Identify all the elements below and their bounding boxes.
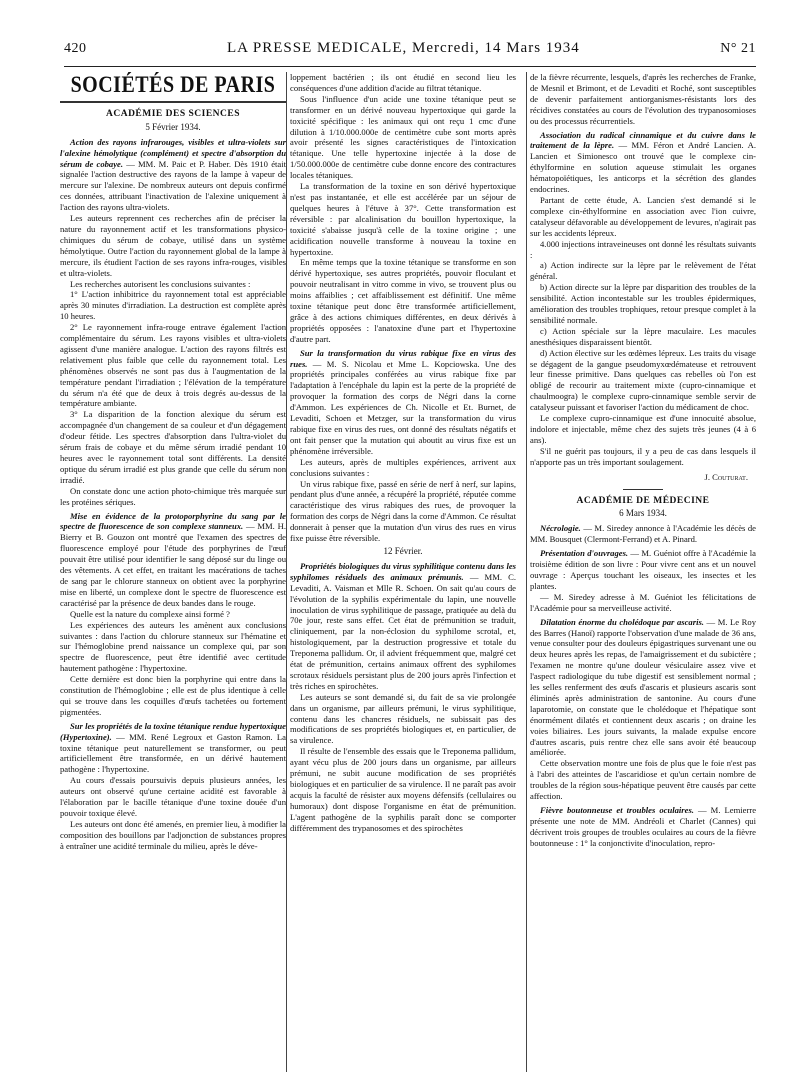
article-paragraph: Action des rayons infrarouges, visibles et ultra-violets sur l'alexine hémolytique (complément) et spectre d'absorption du sérum de cobaye. — MM. M. Paic et P. Haber. Dès 1910 était signalée l'action destructive des rayons de la lampe à vapeur de mercure sur l'alexine. De nombreux auteurs ont depuis confirmé ces données, attribuant l'inactivation de l'alexine uniquement à l'action des rayons ultra-violets. (60, 136, 286, 213)
article-paragraph: Les auteurs, après de multiples expériences, arrivent aux conclusions suivantes : (290, 456, 516, 478)
divider (60, 101, 286, 103)
article-paragraph: Les auteurs ont donc été amenés, en premier lieu, à modifier la composition des bouillons par l'adjonction de substances propres à entraîner une acidité terminale du milieu, après le déve- (60, 818, 286, 851)
article-title: Dilatation énorme du cholédoque par ascaris. (540, 616, 704, 627)
article-paragraph: Les recherches autorisent les conclusions suivantes : (70, 278, 251, 289)
article-title: Sur les propriétés de la toxine tétanique rendue hypertoxique (Hypertoxine). (60, 720, 286, 742)
article-paragraph: Les expériences des auteurs les amènent aux conclusions suivantes : dans l'action du chlorure stanneux sur l'hématine et sur l'hémoglobine prend naissance un complexe qui, par son spectre de fluorescence, peut être identifié avec certitude hautement pathogène : l'hypertoxine. (60, 619, 286, 674)
article-paragraph: Un virus rabique fixe, passé en série de nerf à nerf, sur lapins, pendant plus d'une année, a récupéré la propriété, réputée comme caractéristique des virus rabiques des rues, de provoquer la formation des corps de Négri dans la corne d'Ammon. Ce résultat donnerait à penser que la mutation d'un virus des rues en virus fixe puisse être réversible. (290, 478, 516, 544)
article-paragraph: 3° La disparition de la fonction alexique du sérum est accompagnée d'un changement de sa couleur et d'un dégagement d'odeur fétide. Les spectres d'absorption dans l'ultra-violet du sérum frais de cobaye et du même sérum irradié pendant 10 heures avec le rayonnement total sont différents. La densité optique du sérum irradié est plus grande que celle du sérum non irradié. (60, 409, 286, 485)
main-title: SOCIÉTÉS DE PARIS (70, 72, 276, 98)
article-paragraph: Sur la transformation du virus rabique fixe en virus des rues. — M. S. Nicolau et Mme L. Kopciowska. Une des propriétés principales conférées au virus rabique fixe par l'adaptation à l'encéphale du lapin est la perte de la propriété de provoquer la formation des corps de Négri dans la corne d'Ammon. Les expériences de Ch. Nicolle et Et. Burnet, de Levaditi, Schoen et Metzger, sur la transformation du virus rabique fixe en virus des rues, ont donné des résultats négatifs et ont fait penser que la mutation qui aboutit au virus fixe est un phénomène irréversible. (290, 347, 516, 456)
article-paragraph: On constate donc une action photo-chimique très marquée sur les protéines sériques. (60, 485, 286, 507)
section-heading: ACADÉMIE DE MÉDECINE (576, 495, 710, 506)
article-title: Mise en évidence de la protoporphyrine du sang par le spectre de fluorescence de son complexe stanneux. (60, 510, 286, 532)
article-title: Présentation d'ouvrages. (540, 548, 629, 559)
article-title: Nécrologie. (540, 523, 581, 534)
article-paragraph: 4.000 injections intraveineuses ont donné les résultats suivants : (530, 238, 756, 260)
article-paragraph: Nécrologie. — M. Siredey annonce à l'Académie les décès de MM. Bousquet (Clermont-Ferrand) et A. Pinard. (530, 523, 756, 545)
article-paragraph: Partant de cette étude, A. Lancien s'est demandé si le complexe cin-éthylformine en association avec l'ion cuivre, catalyseur défavorable au développement de levures, n'agirait pas sur les accidents lépreux. (530, 194, 756, 238)
column-3 (530, 72, 756, 849)
article-paragraph: Cette observation montre une fois de plus que le foie n'est pas à l'abri des atteintes de l'ascaridiose et qu'un certain nombre de troubles de la région sous-hépatique peuvent être causés par cette affection. (530, 758, 756, 802)
article-paragraph: Présentation d'ouvrages. — M. Guéniot offre à l'Académie la troisième édition de son livre : Pour vivre cent ans et un nouvel ouvrage : Aperçus touchant les oiseaux, les insectes et les plantes. (530, 548, 756, 591)
article-paragraph: Fièvre boutonneuse et troubles oculaires. — M. Lemierre présente une note de MM. Andréoli et Charlet (Cannes) qui décrivent trois groupes de troubles oculaires au cours de la fièvre boutonneuse : 1° la conjonctivite d'inoculation, repro- (530, 805, 757, 848)
article-paragraph: Il résulte de l'ensemble des essais que le Treponema pallidum, ayant vécu plus de 200 jours dans un organisme, par ailleurs prémuni, ne subit aucune modification de ses propriétés biologiques et en particulier de sa virulence. Il ne paraît pas avoir acquis la faculté de résister aux moyens défensifs (cellulaires ou humoraux) dont dispose l'organisme en état de prémunition. L'agent pathogène de la syphilis paraît donc se comporter différemment des trypanosomes et des spirochètes (290, 746, 516, 833)
column-1 (60, 72, 286, 852)
article-paragraph: S'il ne guérit pas toujours, il y a peu de cas dans lesquels il n'apporte pas un très important soulagement. (530, 445, 756, 467)
issue-number: N° 21 (720, 41, 756, 56)
article-paragraph: Sur les propriétés de la toxine tétanique rendue hypertoxique (Hypertoxine). — MM. René Legroux et Gaston Ramon. La toxine tétanique peut naturellement se transformer, ou peut artificiellement être transformée, en un dérivé hautement pathogène : l'hypertoxine. (60, 720, 286, 775)
article-title: Propriétés biologiques du virus syphilitique contenu dans les syphilomes résiduels des animaux prémunis. (290, 560, 516, 582)
article-paragraph: b) Action directe sur la lèpre par disparition des troubles de la sensibilité. Action incontestable sur les troubles épidermiques, amélioration des troubles trophiques, retour presque complet à la sensibilité normale. (530, 282, 756, 325)
article-paragraph: Propriétés biologiques du virus syphilitique contenu dans les syphilomes résiduels des animaux prémunis. — MM. C. Levaditi, A. Vaisman et Mlle R. Schoen. On sait qu'au cours de l'évolution de la syphilis expérimentale du lapin, une nouvelle inoculation de virus syphilitique de passage, pratiquée au delà du 70e jour, reste sans effet. Cet état de prémunition se traduit, cliniquement, par la non-éclosion du syphilome scrotal, et, histologiquement, par la destruction progressive et totale du Treponema pallidum. Or, il advient fréquemment que, malgré cet état de prémunition, certains animaux offrent des syphilomes scrotaux résiduels persistant plus de 200 jours après l'infection et très riches en spirochètes. (290, 560, 516, 691)
article-paragraph: Dilatation énorme du cholédoque par ascaris. — M. Le Roy des Barres (Hanoï) rapporte l'observation d'une malade de 36 ans, venue consulter pour des douleurs épigastriques survenant une ou deux heures après les repas, de l'amaigrissement et du subictère ; l'examen ne montre qu'une douleur vésiculaire assez vive et l'aspect radiologique du tube digestif est sensiblement normal ; les selles renferment des œufs d'ascaris et plusieurs ascaris sont éliminés après administration de santonine. Au cours d'une laparotomie, on constate que le cholédoque et l'hépatique sont énormément dilatés et contiennent deux ascaris ; on draine les voies biliaires. Les jours suivants, la malade expulse encore d'autres ascaris, puis rentre chez elle sans avoir été beaucoup améliorée. (530, 616, 757, 758)
session-date: 5 Février 1934. (145, 121, 201, 132)
article-paragraph: Cette dernière est donc bien la porphyrine qui entre dans la constitution de l'hémoglobine ; elle est de plus identique à celle qui se trouve dans les coquilles d'œufs tachetées ou fortement pigmentées. (60, 674, 286, 717)
article-paragraph: d) Action élective sur les œdèmes lépreux. Les traits du visage se dégagent de la gangue pseudomyxœdémateuse et retrouvent leur finesse primitive. Dans quelques cas rebelles où l'on est obligé de recourir au traitement mixte (cupro-cinnamique et chaulmoogra) le complexe cupro-cinnamique semble servir de catalyseur puissant et favoriser l'action du médicament de choc. (530, 347, 756, 413)
article-title: Sur la transformation du virus rabique fixe en virus des rues. (290, 347, 516, 369)
article-paragraph: 1° L'action inhibitrice du rayonnement total est appréciable après 30 minutes d'irradiation. La destruction est complète après 10 heures. (60, 289, 286, 322)
article-title: Action des rayons infrarouges, visibles et ultra-violets sur l'alexine hémolytique (complément) et spectre d'absorption du sérum de cobaye. (60, 136, 286, 169)
page-number: 420 (64, 41, 87, 56)
session-date: 6 Mars 1934. (619, 508, 667, 519)
article-paragraph: 2° Le rayonnement infra-rouge entrave également l'action complémentaire du sérum. Les rayons visibles et ultra-violets agissent d'une manière analogue. L'action des rayons filtrés est relativement plus faible que celle du rayonnement total. Les phénomènes observés ne sont pas dus à l'augmentation de la température pendant l'irradiation ; l'élévation de la température du sérum n'a été que de deux à trois degrés au-dessus de la température ambiante. (60, 322, 286, 409)
divider (623, 489, 663, 490)
article-paragraph: Association du radical cinnamique et du cuivre dans le traitement de la lèpre. — MM. Féron et André Lancien. A. Lancien et Simionesco ont trouvé que le complexe cin-éthylformine en solution aqueuse stimulait les organes hématopoïétiques, les anticorps et la sécrétion des glandes endocrines. (530, 129, 756, 195)
article-title: Fièvre boutonneuse et troubles oculaires. (540, 805, 694, 815)
column-rule (526, 72, 527, 1072)
column-2 (290, 72, 516, 834)
article-paragraph: loppement bactérien ; ils ont étudié en second lieu les conséquences d'une addition d'acide au filtrat tétanique. (290, 72, 516, 93)
journal-title: LA PRESSE MEDICALE, Mercredi, 14 Mars 1934 (226, 40, 580, 56)
section-heading: ACADÉMIE DES SCIENCES (105, 108, 241, 119)
article-paragraph: a) Action indirecte sur la lèpre par le relèvement de l'état général. (530, 260, 756, 282)
article-paragraph: Le complexe cupro-cinnamique est d'une innocuité absolue, indolore et injectable, même chez des sujets très jeunes (4 à 6 ans). (530, 413, 756, 445)
article-paragraph: Quelle est la nature du complexe ainsi formé ? (70, 608, 230, 619)
article-paragraph: c) Action spéciale sur la lèpre maculaire. Les macules anesthésiques disparaissent bientôt. (530, 325, 756, 347)
column-rule (286, 72, 287, 1072)
article-paragraph: de la fièvre récurrente, lesquels, d'après les recherches de Franke, de Mesnil et Brimont, et de Levaditi et Roché, sont susceptibles de devenir parfaitement antiorganismes-résistants lors des récidives constatées au cours de l'évolution des trypanosomioses ou des processus récurrentiels. (530, 72, 756, 126)
article-paragraph: — M. Siredey adresse à M. Guéniot les félicitations de l'Académie pour sa merveilleuse activité. (530, 591, 756, 613)
page-header (64, 40, 756, 67)
article-paragraph: En même temps que la toxine tétanique se transforme en son dérivé hypertoxique, ses autres propriétés, pouvoir floculant et pouvoir neutralisant in vitro comme in vivo, se trouvent plus ou moins affaiblies ; cet affaiblissement est définitif. Une même toxine tétanique peut donc être transformée artificiellement, grâce à des actions chimiques différentes, en deux dérivés à propriétés opposées : l'anatoxine d'une part et l'hypertoxine d'autre part. (290, 257, 516, 344)
article-paragraph: Sous l'influence d'un acide une toxine tétanique peut se transformer en un dérivé nouveau hypertoxique qui garde la toxicité spécifique : les animaux qui ont reçu 1 cmc d'une dilution à 1/10.000.000e de centimètre cube sont morts après avoir présenté les signes caractéristiques de l'intoxication tétanique. Une telle hypertoxine injectée à la dose de 1/50.000.000e de centimètre cube donne encore des contractures locales tétaniques. (290, 93, 516, 181)
article-paragraph: Mise en évidence de la protoporphyrine du sang par le spectre de fluorescence de son complexe stanneux. — MM. H. Bierry et B. Gouzon ont montré que l'examen des spectres de fluorescence employé pour l'étude des porphyrines de l'œuf pouvait être utilisé pour identifier le sang déposé sur du linge ou des vêtements. A cet effet, en traitant les macérations de taches de sang par le chlorure stanneux on obtient avec la porphyrine mise en liberté, un complexe dont le spectre de fluorescence est caractérisé par la présence de deux bandes dans le rouge. (60, 510, 286, 608)
article-title: Association du radical cinnamique et du cuivre dans le traitement de la lèpre. (530, 129, 756, 151)
article-paragraph: Les auteurs se sont demandé si, du fait de sa vie prolongée dans un organisme, par ailleurs prémuni, le virus syphilitique, contenu dans les chancres résiduels, ne subissait pas des modifications de ses propriétés biologiques et, en particulier, de sa virulence. (290, 691, 516, 746)
session-date: 12 Février. (383, 545, 423, 556)
author-signature: J. Couturat. (704, 471, 748, 482)
article-paragraph: Les auteurs reprennent ces recherches afin de préciser la nature du rayonnement actif et les transformations physico-chimiques du sérum de cobaye, utilisé dans un système hémolytique. Outre l'action du rayonnement global de la lampe à mercure, ils étudient l'action de ses rayons infra-rouges, visibles et ultra-violets. (60, 213, 286, 278)
article-paragraph: La transformation de la toxine en son dérivé hypertoxique n'est pas instantanée, et elle est accélérée par un séjour de quelques heures à l'étuve à 37°. Cette transformation est réversible : par alcalinisation du bouillon hypertoxique, la toxicité s'abaisse jusqu'à celle de la toxine origine ; une acidification nouvelle transforme à nouveau la toxine en hypertoxine. (290, 181, 516, 257)
article-paragraph: Au cours d'essais poursuivis depuis plusieurs années, les auteurs ont observé qu'une certaine acidité est favorable à l'élaboration par le bacille tétanique d'une toxine douée d'un pouvoir toxique élevé. (60, 775, 286, 818)
